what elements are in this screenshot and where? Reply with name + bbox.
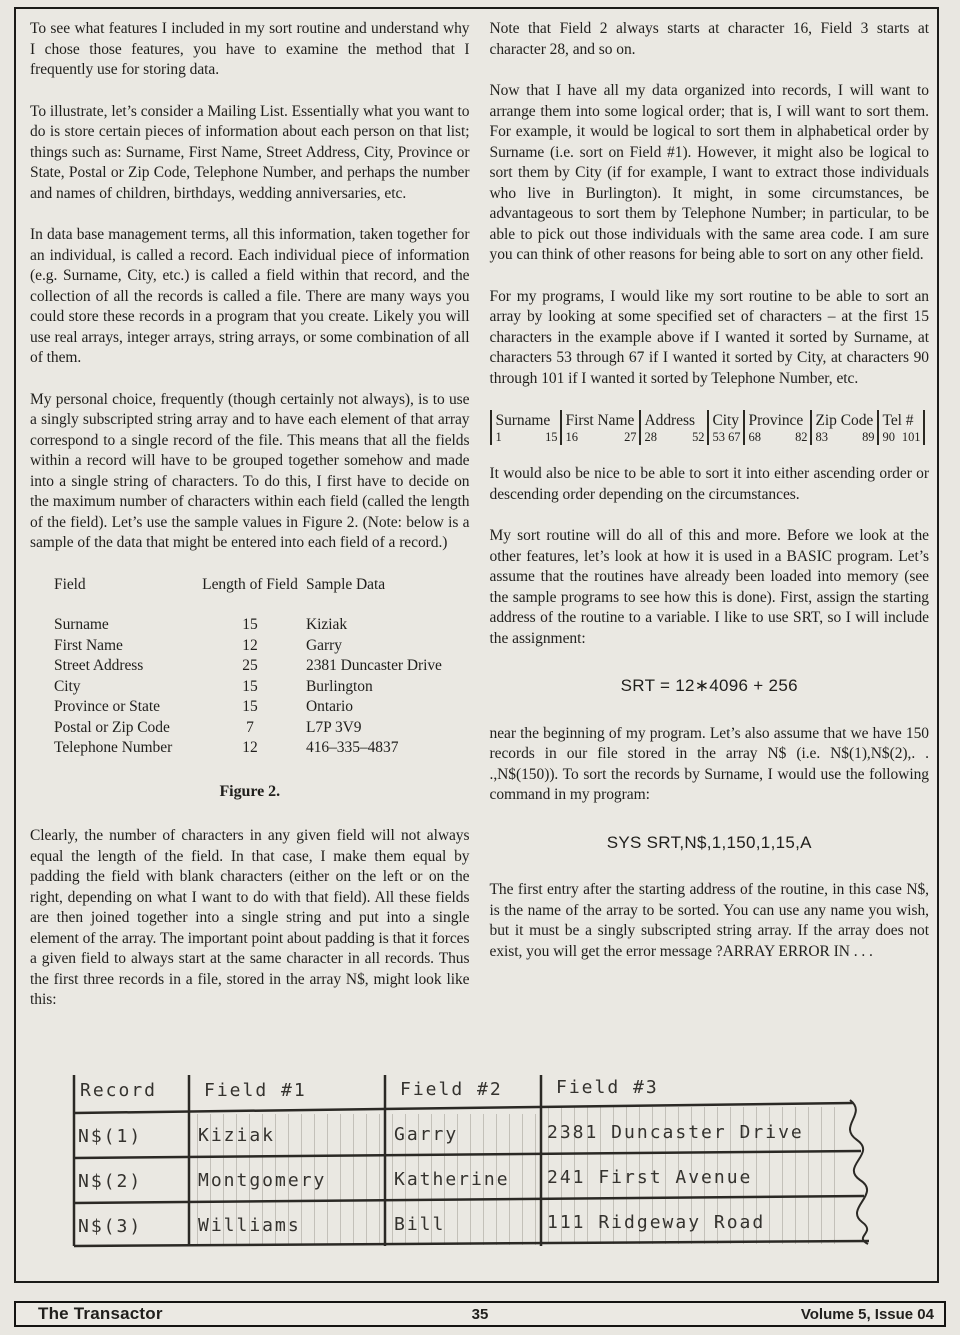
paragraph-sort-order: Now that I have all my data organized into records, I will want to arrange them into some logical order; that is, I will want to sort them. For example, it would be logical to sort them in alphabetical order by Surname (i.e. sort on Field #1). However, it might also be logical to sort them by City (if for example, I want to extract those individuals who live in Burlington). It might, in some circumstances, be advantageous to sort them by Telephone Number; in particular, to be able to pick out those individuals with the same area code. I am sure you can think of other reasons for being able to sort on any other field. <box>489 82 929 263</box>
field-map-range <box>566 430 637 445</box>
record-cell: 111 Ridgeway Road <box>547 1212 766 1233</box>
field-start-pos: 90 <box>882 430 895 444</box>
record-cell: Williams <box>198 1215 301 1236</box>
figure2-row <box>54 718 470 739</box>
figure2-table <box>54 575 470 803</box>
srt-assignment-formula: SRT = 12∗4096 + 256 <box>620 676 798 695</box>
figure2-cell-field: City <box>54 677 81 695</box>
field-map-label: Address <box>644 412 695 429</box>
figure2-cell-field: Telephone Number <box>54 739 173 756</box>
figure2-header-row <box>54 575 470 596</box>
field-map-label: Tel # <box>882 412 914 429</box>
field-map-cell <box>490 410 560 445</box>
field-map-label: First Name <box>565 412 635 429</box>
field-start-pos: 16 <box>565 430 578 444</box>
figure2-cell-length: 15 <box>242 698 258 715</box>
field-start-pos: 68 <box>748 430 761 444</box>
figure2-cell-length: 12 <box>242 636 258 654</box>
record-cell: Garry <box>394 1124 459 1145</box>
two-column-layout <box>16 9 937 1032</box>
article-content-box <box>14 7 939 1283</box>
field-position-diagram <box>490 410 930 445</box>
field-end-pos: 82 <box>795 430 808 444</box>
field-end-pos: 101 <box>901 430 921 444</box>
field-map-label: Province <box>748 412 804 429</box>
field-map-range <box>749 430 808 445</box>
paragraph-field-start: Note that Field 2 always starts at character 16, Field 3 starts at character 28, and so on. <box>489 20 929 58</box>
figure2-cell-length: 15 <box>242 616 258 633</box>
paragraph-padding: Clearly, the number of characters in any given field will not always equal the length of the field. In that case, I make them equal by padding the field with blank characters (either on the left or on the right, depending on what I want to do with that field). All these fields are then joined together into a single string and put into a single element of the array. The important point about padding is that it forces a given field to always start at the same character in all records. Thus the first three records in a file, stored in the array N$, might look like this: <box>30 827 470 1008</box>
sys-command-line: SYS SRT,N$,1,150,1,15,A <box>606 832 812 852</box>
figure2-cell-sample: 416–335–4837 <box>306 739 399 756</box>
field-start-pos: 53 <box>712 430 725 444</box>
field-map-cell <box>810 410 877 445</box>
footer-page-number: 35 <box>471 1305 489 1323</box>
field-end-pos: 52 <box>692 430 705 444</box>
record-cell: N$(3) <box>78 1216 143 1237</box>
figure2-row <box>54 697 470 718</box>
figure2-cell-sample: Garry <box>306 636 342 654</box>
field-map-range <box>496 430 558 445</box>
field-map-cell <box>743 410 810 445</box>
paragraph-personal-choice: My personal choice, frequently (though certainly not always), is to use a singly subscripted string array and to have each element of that array correspond to a single record of the file. This means that all the fields within a record will have to be grouped together somehow and made into a single string of characters. To do this, I first have to decide on the maximum number of characters within each field (called the length of the field). Let’s use the sample values in Figure 2. (Note: below is a sample of the data that might be entered into each field of a record.) <box>30 390 470 551</box>
figure2-row <box>54 677 470 698</box>
field-end-pos: 27 <box>624 430 637 444</box>
record-array-printout <box>61 1067 941 1267</box>
field-end-pos: 67 <box>728 430 741 444</box>
figure2-cell-length: 12 <box>242 739 258 756</box>
figure2-cell-length: 15 <box>242 677 258 695</box>
figure2-cell-length: 25 <box>242 657 258 674</box>
field-map-cell <box>877 410 923 445</box>
field-map-label: Zip Code <box>815 412 874 429</box>
left-column <box>30 19 470 1032</box>
figure2-cell-field: Province or State <box>54 698 160 715</box>
figure2-rows <box>54 615 470 759</box>
paragraph-first-entry: The first entry after the starting address of the routine, in this case N$, is the name of the array to be sorted. You can use any name you wish, but it must be a singly subscripted string array. If the array does not exist, you will get the error message ?ARRAY ERROR IN . . . <box>489 881 929 960</box>
footer-magazine-title: The Transactor <box>38 1304 163 1323</box>
figure2-cell-sample: Ontario <box>306 698 353 715</box>
paragraph-sort-characters: For my programs, I would like my sort routine to be able to sort an array by looking at some specified set of characters – at the first 15 characters in the example above if I wanted it sorted by Surname, at characters 53 through 67 if I wanted it sorted by City, at characters 90 through 101 if I wanted it sorted by Telephone Number, etc. <box>489 287 929 387</box>
record-cell: Montgomery <box>198 1170 327 1191</box>
field-map-range <box>883 430 921 445</box>
torn-paper-edge <box>850 1100 868 1244</box>
figure2-header-sample: Sample Data <box>306 575 386 593</box>
record-table-header: Record <box>80 1080 158 1101</box>
field-end-pos: 89 <box>862 430 875 444</box>
field-map-label: City <box>712 412 740 429</box>
record-cell: N$(1) <box>78 1126 143 1147</box>
field-map-range <box>645 430 705 445</box>
footer-issue-label: Volume 5, Issue 04 <box>800 1305 934 1323</box>
figure2-cell-length: 7 <box>246 718 254 736</box>
paragraph-ascending-descending: It would also be nice to be able to sort it into either ascending order or descending order depending on the circumstances. <box>489 465 929 503</box>
field-end-pos: 15 <box>545 430 558 444</box>
field-map-cell <box>560 410 639 445</box>
figure2-row <box>54 656 470 677</box>
field-map-range <box>713 430 741 445</box>
record-cell: Katherine <box>394 1169 510 1190</box>
figure2-cell-sample: L7P 3V9 <box>306 718 362 736</box>
paragraph-basic-usage: My sort routine will do all of this and more. Before we look at the other features, let’s look at how it is used in a BASIC program. Let’s assume that the routines have already been loaded into memory (see the sample programs to see how this is done). First, assign the starting address of the routine to a variable. I like to use SRT, so I will include the assignment: <box>489 527 929 647</box>
field-map-range <box>816 430 875 445</box>
record-cell: Kiziak <box>198 1125 276 1146</box>
figure2-row <box>54 636 470 657</box>
figure2-cell-field: Postal or Zip Code <box>54 718 170 736</box>
paragraph-mailing-list: To illustrate, let’s consider a Mailing List. Essentially what you want to do is store certain pieces of information about each person on that list; things such as: Surname, First Name, Street Address, City, Province or State, Postal or Zip Code, Telephone Number, and perhaps the number and names of children, birthdays, wedding anniversaries, etc. <box>30 102 470 202</box>
figure2-cell-sample: Burlington <box>306 677 373 695</box>
field-map-label: Surname <box>495 412 551 429</box>
record-table-header: Field #3 <box>556 1077 659 1098</box>
footer-bar <box>14 1301 946 1327</box>
figure2-header-length: Length of Field <box>202 575 298 593</box>
record-cell: N$(2) <box>78 1171 143 1192</box>
field-map-cell <box>707 410 743 445</box>
record-table-header: Field #2 <box>400 1079 503 1100</box>
paragraph-sort-features: To see what features I included in my sort routine and understand why I chose those features, you have to examine the method that I frequently use for storing data. <box>30 20 470 78</box>
record-table-header: Field #1 <box>204 1080 307 1101</box>
field-start-pos: 28 <box>644 430 657 444</box>
record-array-figure <box>61 1067 941 1267</box>
figure2-cell-sample: 2381 Duncaster Drive <box>306 657 442 674</box>
record-cell: 241 First Avenue <box>547 1167 753 1188</box>
figure2-row <box>54 738 470 759</box>
figure2-cell-sample: Kiziak <box>306 616 348 633</box>
right-column <box>490 19 930 1032</box>
record-cell: 2381 Duncaster Drive <box>547 1122 804 1143</box>
figure2-cell-field: Street Address <box>54 657 144 674</box>
figure2-cell-field: First Name <box>54 636 123 654</box>
paragraph-150-records: near the beginning of my program. Let’s also assume that we have 150 records in our file stored in the array N$ (i.e. N$(1),N$(2),. . .,N$(150)). To sort the records by Surname, I would use the following command in my program: <box>489 724 929 803</box>
field-start-pos: 83 <box>815 430 828 444</box>
record-cell: Bill <box>394 1214 446 1235</box>
field-map-end-bar <box>923 410 925 445</box>
figure2-row <box>54 615 470 636</box>
figure2-header-field: Field <box>54 575 86 593</box>
field-map-cell <box>639 410 707 445</box>
field-start-pos: 1 <box>495 430 502 444</box>
figure2-caption: Figure 2. <box>219 782 281 800</box>
paragraph-database-terms: In data base management terms, all this information, taken together for an individual, is called a record. Each individual piece of information (e.g. Surname, City, etc.) is called a field within that record, and the collection of all the records is called a file. There are many ways you could store these records in a program that you create. Likely you will use real arrays, integer arrays, string arrays, or some combination of all of them. <box>30 226 470 366</box>
figure2-cell-field: Surname <box>54 616 109 633</box>
